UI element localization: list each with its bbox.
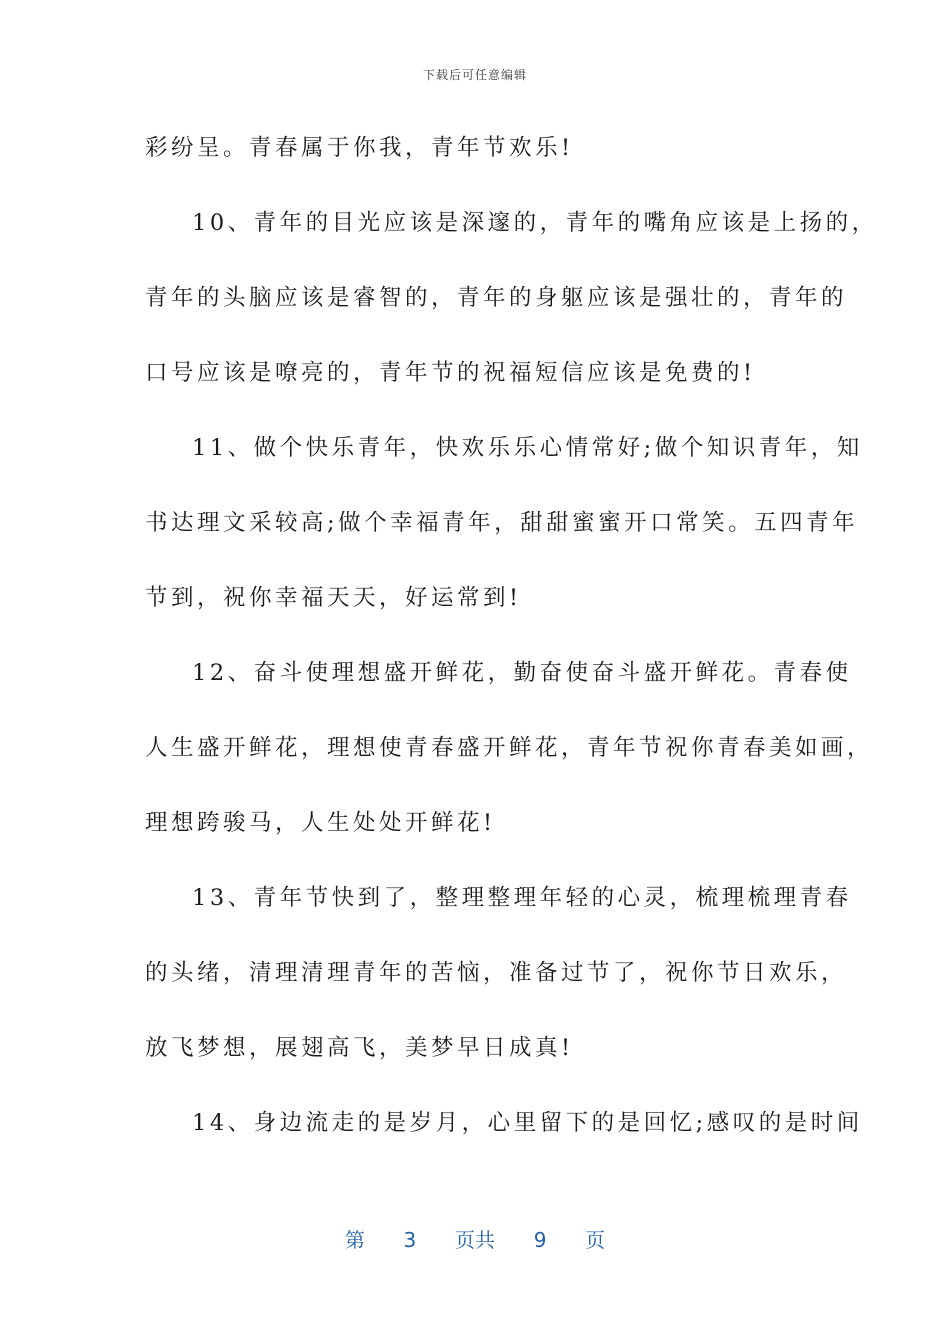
body-line-7: 节到，祝你幸福天天，好运常到! — [145, 585, 522, 611]
body-line-3: 青年的头脑应该是睿智的，青年的身躯应该是强壮的，青年的 — [145, 285, 848, 311]
footer-middle: 页共 — [455, 1228, 495, 1252]
document-body — [145, 120, 878, 1170]
body-line-12: 的头绪，清理清理青年的苦恼，准备过节了，祝你节日欢乐， — [145, 960, 848, 986]
body-line-8: 12、奋斗使理想盛开鲜花，勤奋使奋斗盛开鲜花。青春使 — [192, 660, 852, 686]
body-line-9: 人生盛开鲜花，理想使青春盛开鲜花，青年节祝你青春美如画， — [145, 735, 874, 761]
body-line-13: 放飞梦想，展翅高飞，美梦早日成真! — [145, 1035, 574, 1061]
body-line-11: 13、青年节快到了，整理整理年轻的心灵，梳理梳理青春 — [192, 885, 852, 911]
footer-prefix: 第 — [344, 1228, 365, 1252]
body-line-5: 11、做个快乐青年，快欢乐乐心情常好;做个知识青年，知 — [192, 435, 863, 461]
body-line-4: 口号应该是嘹亮的，青年节的祝福短信应该是免费的! — [145, 360, 756, 386]
body-line-2: 10、青年的目光应该是深邃的，青年的嘴角应该是上扬的， — [192, 210, 878, 236]
body-line-6: 书达理文采较高;做个幸福青年，甜甜蜜蜜开口常笑。五四青年 — [145, 510, 859, 536]
page-header: 下载后可任意编辑 — [422, 68, 527, 82]
body-line-10: 理想跨骏马，人生处处开鲜花! — [145, 810, 496, 836]
body-line-14: 14、身边流走的是岁月，心里留下的是回忆;感叹的是时间 — [192, 1110, 863, 1136]
footer-total-pages: 9 — [533, 1228, 547, 1252]
footer-current-page: 3 — [403, 1228, 417, 1252]
page-footer — [0, 1224, 950, 1253]
body-line-1: 彩纷呈。青春属于你我，青年节欢乐! — [145, 135, 574, 161]
footer-suffix: 页 — [585, 1228, 606, 1252]
